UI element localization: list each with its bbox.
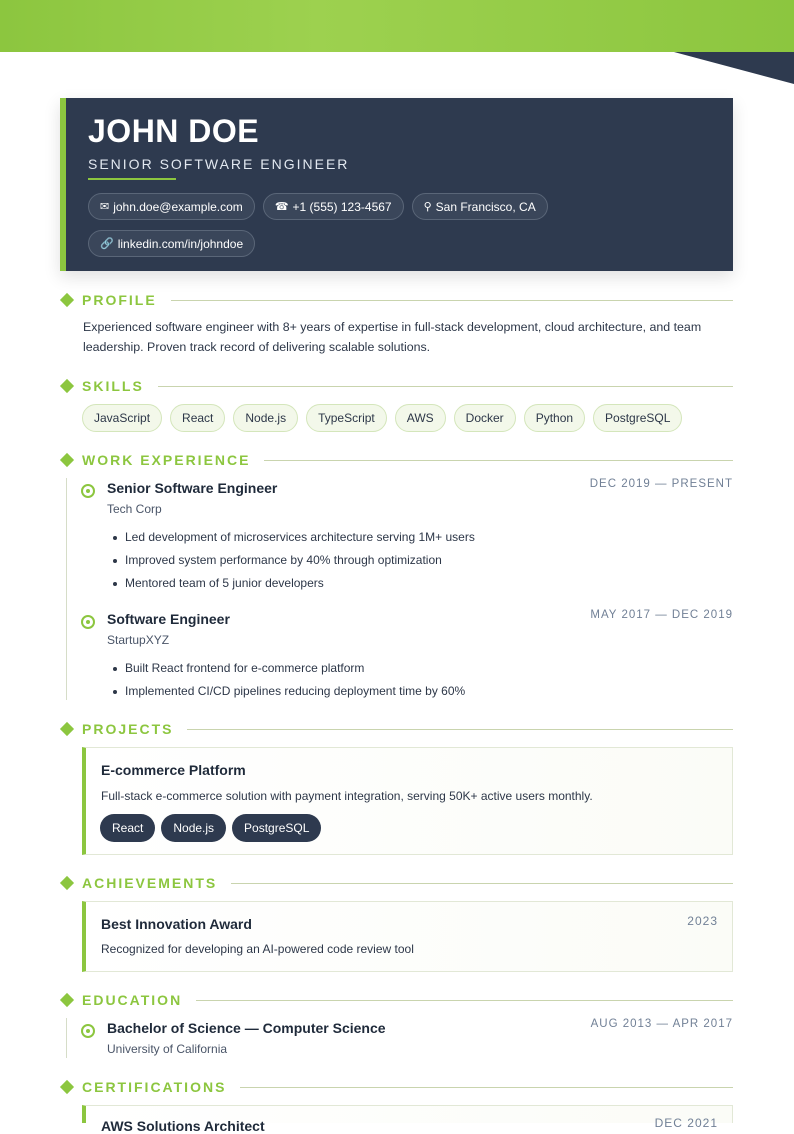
phone-icon: ☎ xyxy=(274,201,289,213)
project-tech-list xyxy=(100,814,321,842)
section-label: PROJECTS xyxy=(82,721,174,737)
job-company: StartupXYZ xyxy=(107,633,170,647)
section-projects-heading xyxy=(60,721,733,737)
diamond-icon xyxy=(60,453,74,467)
section-divider xyxy=(171,300,733,301)
top-accent-band xyxy=(0,0,794,52)
section-label: PROFILE xyxy=(82,292,157,308)
title-underline xyxy=(88,178,176,180)
skill-tag: Docker xyxy=(454,404,516,432)
job-bullet: Led development of microservices architecture serving 1M+ users xyxy=(125,530,475,544)
skill-tag: PostgreSQL xyxy=(593,404,682,432)
diamond-icon xyxy=(60,1080,74,1094)
contact-linkedin-text: linkedin.com/in/johndoe xyxy=(117,236,244,251)
skill-tag: React xyxy=(170,404,225,432)
tech-tag: PostgreSQL xyxy=(232,814,321,842)
section-divider xyxy=(187,729,733,730)
corner-decoration xyxy=(674,52,794,84)
job-date: DEC 2019 — PRESENT xyxy=(589,478,733,490)
school-name: University of California xyxy=(107,1042,228,1056)
diamond-icon xyxy=(60,379,74,393)
profile-summary xyxy=(83,317,733,357)
section-label: EDUCATION xyxy=(82,992,183,1008)
contact-phone-text: +1 (555) 123-4567 xyxy=(292,199,392,214)
job-bullet: Built React frontend for e-commerce platform xyxy=(125,661,365,675)
diamond-icon xyxy=(60,722,74,736)
contact-phone[interactable] xyxy=(263,193,404,220)
skill-tag: Node.js xyxy=(233,404,298,432)
skill-tag: Python xyxy=(524,404,585,432)
section-divider xyxy=(231,883,733,884)
job-title: Software Engineer xyxy=(107,611,230,627)
job-title: Senior Software Engineer xyxy=(107,480,278,496)
timeline-dot-icon xyxy=(81,484,95,498)
section-achievements-heading xyxy=(60,875,733,891)
profile-line: leadership. Proven track record of delivering scalable solutions. xyxy=(83,340,431,354)
candidate-name: JOHN DOE xyxy=(88,113,260,149)
resume-header xyxy=(60,98,733,271)
mail-icon: ✉ xyxy=(100,201,110,213)
contact-linkedin[interactable] xyxy=(88,230,255,257)
section-profile-heading xyxy=(60,292,733,308)
contact-email-text: john.doe@example.com xyxy=(113,199,243,214)
contact-list xyxy=(88,193,608,257)
contact-location xyxy=(412,193,548,220)
section-label: SKILLS xyxy=(82,378,144,394)
candidate-title: SENIOR SOFTWARE ENGINEER xyxy=(88,156,350,172)
project-description: Full-stack e-commerce solution with payment integration, serving 50K+ active users monthly. xyxy=(101,789,593,803)
skill-tag: AWS xyxy=(395,404,446,432)
project-title: E-commerce Platform xyxy=(101,762,246,778)
skill-tag: TypeScript xyxy=(306,404,387,432)
section-education-heading xyxy=(60,992,733,1008)
link-icon: 🔗 xyxy=(100,238,114,250)
job-bullet: Improved system performance by 40% through optimization xyxy=(125,553,442,567)
achievement-card xyxy=(82,901,733,972)
degree-title: Bachelor of Science — Computer Science xyxy=(107,1020,386,1036)
section-divider xyxy=(264,460,733,461)
section-certifications-heading xyxy=(60,1079,733,1095)
skills-list xyxy=(82,404,682,432)
section-divider xyxy=(196,1000,733,1001)
job-date: MAY 2017 — DEC 2019 xyxy=(590,609,733,621)
diamond-icon xyxy=(60,293,74,307)
job-company: Tech Corp xyxy=(107,502,162,516)
achievement-year: 2023 xyxy=(687,914,718,928)
tech-tag: Node.js xyxy=(161,814,226,842)
diamond-icon xyxy=(60,993,74,1007)
diamond-icon xyxy=(60,876,74,890)
section-skills-heading xyxy=(60,378,733,394)
section-label: WORK EXPERIENCE xyxy=(82,452,251,468)
certification-card xyxy=(82,1105,733,1134)
experience-timeline xyxy=(66,478,67,700)
achievement-title: Best Innovation Award xyxy=(101,916,252,932)
timeline-dot-icon xyxy=(81,615,95,629)
section-label: ACHIEVEMENTS xyxy=(82,875,218,891)
section-experience-heading xyxy=(60,452,733,468)
profile-line: Experienced software engineer with 8+ years of expertise in full-stack development, cloud architecture, and team xyxy=(83,320,702,334)
job-bullet: Mentored team of 5 junior developers xyxy=(125,576,324,590)
tech-tag: React xyxy=(100,814,155,842)
contact-location-text: San Francisco, CA xyxy=(435,199,536,214)
education-timeline xyxy=(66,1018,67,1058)
timeline-dot-icon xyxy=(81,1024,95,1038)
location-icon: ⚲ xyxy=(423,201,432,213)
education-date: AUG 2013 — APR 2017 xyxy=(590,1018,733,1030)
certification-date: DEC 2021 xyxy=(654,1116,718,1130)
section-divider xyxy=(158,386,733,387)
section-divider xyxy=(240,1087,733,1088)
skill-tag: JavaScript xyxy=(82,404,162,432)
contact-email[interactable] xyxy=(88,193,255,220)
project-card xyxy=(82,747,733,855)
section-label: CERTIFICATIONS xyxy=(82,1079,227,1095)
certification-title: AWS Solutions Architect xyxy=(101,1118,265,1134)
achievement-description: Recognized for developing an AI-powered code review tool xyxy=(101,942,414,956)
job-bullet: Implemented CI/CD pipelines reducing deployment time by 60% xyxy=(125,684,466,698)
